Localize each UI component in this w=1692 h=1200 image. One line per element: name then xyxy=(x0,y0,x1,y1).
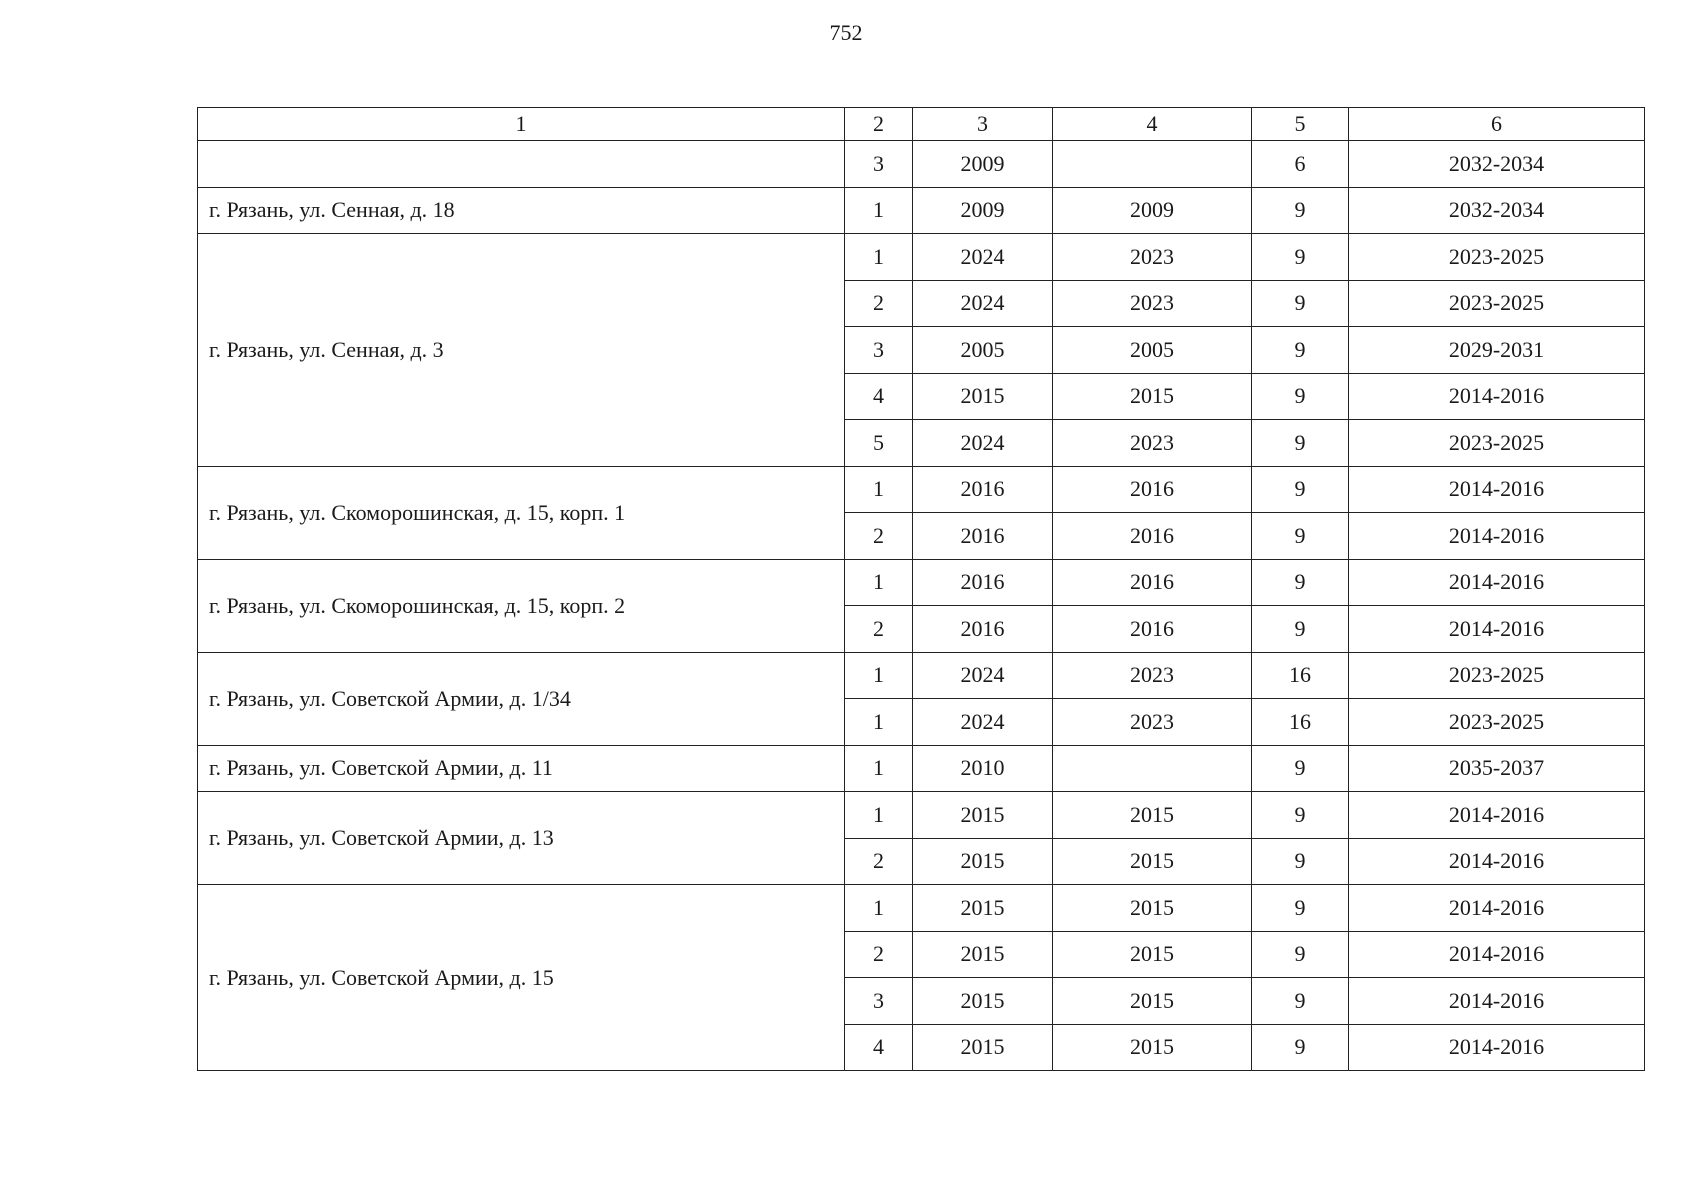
year-cell: 2024 xyxy=(913,420,1053,467)
period-cell: 2023-2025 xyxy=(1349,234,1645,281)
entrance-number-cell: 2 xyxy=(845,606,913,653)
floors-cell: 9 xyxy=(1252,745,1349,792)
year-cell: 2016 xyxy=(913,466,1053,513)
entrance-number-cell: 5 xyxy=(845,420,913,467)
year-cell: 2015 xyxy=(913,931,1053,978)
address-cell xyxy=(198,141,845,188)
year-cell-2: 2016 xyxy=(1053,559,1252,606)
table-row xyxy=(198,559,1645,606)
entrance-number-cell: 3 xyxy=(845,327,913,374)
year-cell: 2009 xyxy=(913,187,1053,234)
column-header-4: 4 xyxy=(1053,108,1252,141)
entrance-number-cell: 2 xyxy=(845,513,913,560)
year-cell: 2005 xyxy=(913,327,1053,374)
period-cell: 2029-2031 xyxy=(1349,327,1645,374)
address-cell: г. Рязань, ул. Скоморошинская, д. 15, корп. 2 xyxy=(198,559,845,652)
floors-cell: 9 xyxy=(1252,420,1349,467)
period-cell: 2014-2016 xyxy=(1349,606,1645,653)
entrance-number-cell: 1 xyxy=(845,699,913,746)
year-cell: 2015 xyxy=(913,1024,1053,1071)
period-cell: 2023-2025 xyxy=(1349,699,1645,746)
year-cell: 2016 xyxy=(913,513,1053,560)
year-cell-2: 2015 xyxy=(1053,978,1252,1025)
period-cell: 2014-2016 xyxy=(1349,931,1645,978)
period-cell: 2014-2016 xyxy=(1349,838,1645,885)
column-header-5: 5 xyxy=(1252,108,1349,141)
table-row xyxy=(198,234,1645,281)
entrance-number-cell: 1 xyxy=(845,187,913,234)
floors-cell: 16 xyxy=(1252,699,1349,746)
floors-cell: 9 xyxy=(1252,978,1349,1025)
floors-cell: 9 xyxy=(1252,373,1349,420)
address-cell: г. Рязань, ул. Советской Армии, д. 11 xyxy=(198,745,845,792)
period-cell: 2014-2016 xyxy=(1349,792,1645,839)
year-cell-2: 2016 xyxy=(1053,466,1252,513)
year-cell: 2024 xyxy=(913,280,1053,327)
floors-cell: 9 xyxy=(1252,792,1349,839)
entrance-number-cell: 3 xyxy=(845,141,913,188)
floors-cell: 9 xyxy=(1252,280,1349,327)
entrance-number-cell: 2 xyxy=(845,931,913,978)
year-cell: 2010 xyxy=(913,745,1053,792)
year-cell: 2015 xyxy=(913,792,1053,839)
floors-cell: 9 xyxy=(1252,327,1349,374)
year-cell-2: 2015 xyxy=(1053,373,1252,420)
year-cell: 2015 xyxy=(913,373,1053,420)
address-cell: г. Рязань, ул. Сенная, д. 3 xyxy=(198,234,845,467)
floors-cell: 6 xyxy=(1252,141,1349,188)
floors-cell: 9 xyxy=(1252,931,1349,978)
address-cell: г. Рязань, ул. Сенная, д. 18 xyxy=(198,187,845,234)
year-cell: 2024 xyxy=(913,234,1053,281)
table-row xyxy=(198,652,1645,699)
year-cell-2: 2023 xyxy=(1053,699,1252,746)
entrance-number-cell: 2 xyxy=(845,838,913,885)
column-header-3: 3 xyxy=(913,108,1053,141)
year-cell: 2016 xyxy=(913,606,1053,653)
year-cell: 2024 xyxy=(913,652,1053,699)
period-cell: 2023-2025 xyxy=(1349,652,1645,699)
floors-cell: 9 xyxy=(1252,885,1349,932)
entrance-number-cell: 1 xyxy=(845,234,913,281)
floors-cell: 9 xyxy=(1252,559,1349,606)
column-header-1: 1 xyxy=(198,108,845,141)
period-cell: 2014-2016 xyxy=(1349,978,1645,1025)
column-header-2: 2 xyxy=(845,108,913,141)
year-cell-2: 2015 xyxy=(1053,838,1252,885)
period-cell: 2032-2034 xyxy=(1349,141,1645,188)
year-cell-2: 2015 xyxy=(1053,885,1252,932)
table-row xyxy=(198,187,1645,234)
year-cell-2: 2023 xyxy=(1053,280,1252,327)
year-cell-2: 2005 xyxy=(1053,327,1252,374)
floors-cell: 9 xyxy=(1252,838,1349,885)
year-cell-2: 2016 xyxy=(1053,513,1252,560)
entrance-number-cell: 4 xyxy=(845,373,913,420)
floors-cell: 9 xyxy=(1252,513,1349,560)
table-row xyxy=(198,745,1645,792)
period-cell: 2014-2016 xyxy=(1349,466,1645,513)
period-cell: 2023-2025 xyxy=(1349,280,1645,327)
entrance-number-cell: 1 xyxy=(845,885,913,932)
year-cell-2: 2016 xyxy=(1053,606,1252,653)
period-cell: 2014-2016 xyxy=(1349,559,1645,606)
year-cell-2 xyxy=(1053,141,1252,188)
entrance-number-cell: 2 xyxy=(845,280,913,327)
period-cell: 2035-2037 xyxy=(1349,745,1645,792)
column-header-6: 6 xyxy=(1349,108,1645,141)
year-cell-2: 2015 xyxy=(1053,792,1252,839)
address-cell: г. Рязань, ул. Советской Армии, д. 13 xyxy=(198,792,845,885)
address-cell: г. Рязань, ул. Советской Армии, д. 1/34 xyxy=(198,652,845,745)
register-table xyxy=(197,107,1645,1071)
entrance-number-cell: 1 xyxy=(845,652,913,699)
year-cell-2: 2023 xyxy=(1053,420,1252,467)
table-body xyxy=(198,108,1645,1071)
floors-cell: 9 xyxy=(1252,234,1349,281)
floors-cell: 9 xyxy=(1252,1024,1349,1071)
year-cell: 2015 xyxy=(913,978,1053,1025)
period-cell: 2014-2016 xyxy=(1349,1024,1645,1071)
table-row xyxy=(198,792,1645,839)
year-cell: 2024 xyxy=(913,699,1053,746)
address-cell: г. Рязань, ул. Советской Армии, д. 15 xyxy=(198,885,845,1071)
table-row xyxy=(198,141,1645,188)
entrance-number-cell: 1 xyxy=(845,745,913,792)
period-cell: 2023-2025 xyxy=(1349,420,1645,467)
page-number: 752 xyxy=(829,20,863,45)
year-cell-2 xyxy=(1053,745,1252,792)
year-cell-2: 2015 xyxy=(1053,931,1252,978)
address-cell: г. Рязань, ул. Скоморошинская, д. 15, корп. 1 xyxy=(198,466,845,559)
entrance-number-cell: 1 xyxy=(845,466,913,513)
floors-cell: 9 xyxy=(1252,466,1349,513)
entrance-number-cell: 4 xyxy=(845,1024,913,1071)
period-cell: 2014-2016 xyxy=(1349,885,1645,932)
table-row xyxy=(198,885,1645,932)
floors-cell: 9 xyxy=(1252,187,1349,234)
entrance-number-cell: 3 xyxy=(845,978,913,1025)
year-cell-2: 2009 xyxy=(1053,187,1252,234)
period-cell: 2014-2016 xyxy=(1349,373,1645,420)
year-cell: 2016 xyxy=(913,559,1053,606)
column-number-header-row xyxy=(198,108,1645,141)
year-cell-2: 2015 xyxy=(1053,1024,1252,1071)
table-row xyxy=(198,466,1645,513)
year-cell-2: 2023 xyxy=(1053,234,1252,281)
year-cell: 2009 xyxy=(913,141,1053,188)
entrance-number-cell: 1 xyxy=(845,559,913,606)
register-table-wrapper xyxy=(197,107,1644,1071)
year-cell-2: 2023 xyxy=(1053,652,1252,699)
year-cell: 2015 xyxy=(913,885,1053,932)
period-cell: 2014-2016 xyxy=(1349,513,1645,560)
floors-cell: 16 xyxy=(1252,652,1349,699)
entrance-number-cell: 1 xyxy=(845,792,913,839)
floors-cell: 9 xyxy=(1252,606,1349,653)
year-cell: 2015 xyxy=(913,838,1053,885)
period-cell: 2032-2034 xyxy=(1349,187,1645,234)
